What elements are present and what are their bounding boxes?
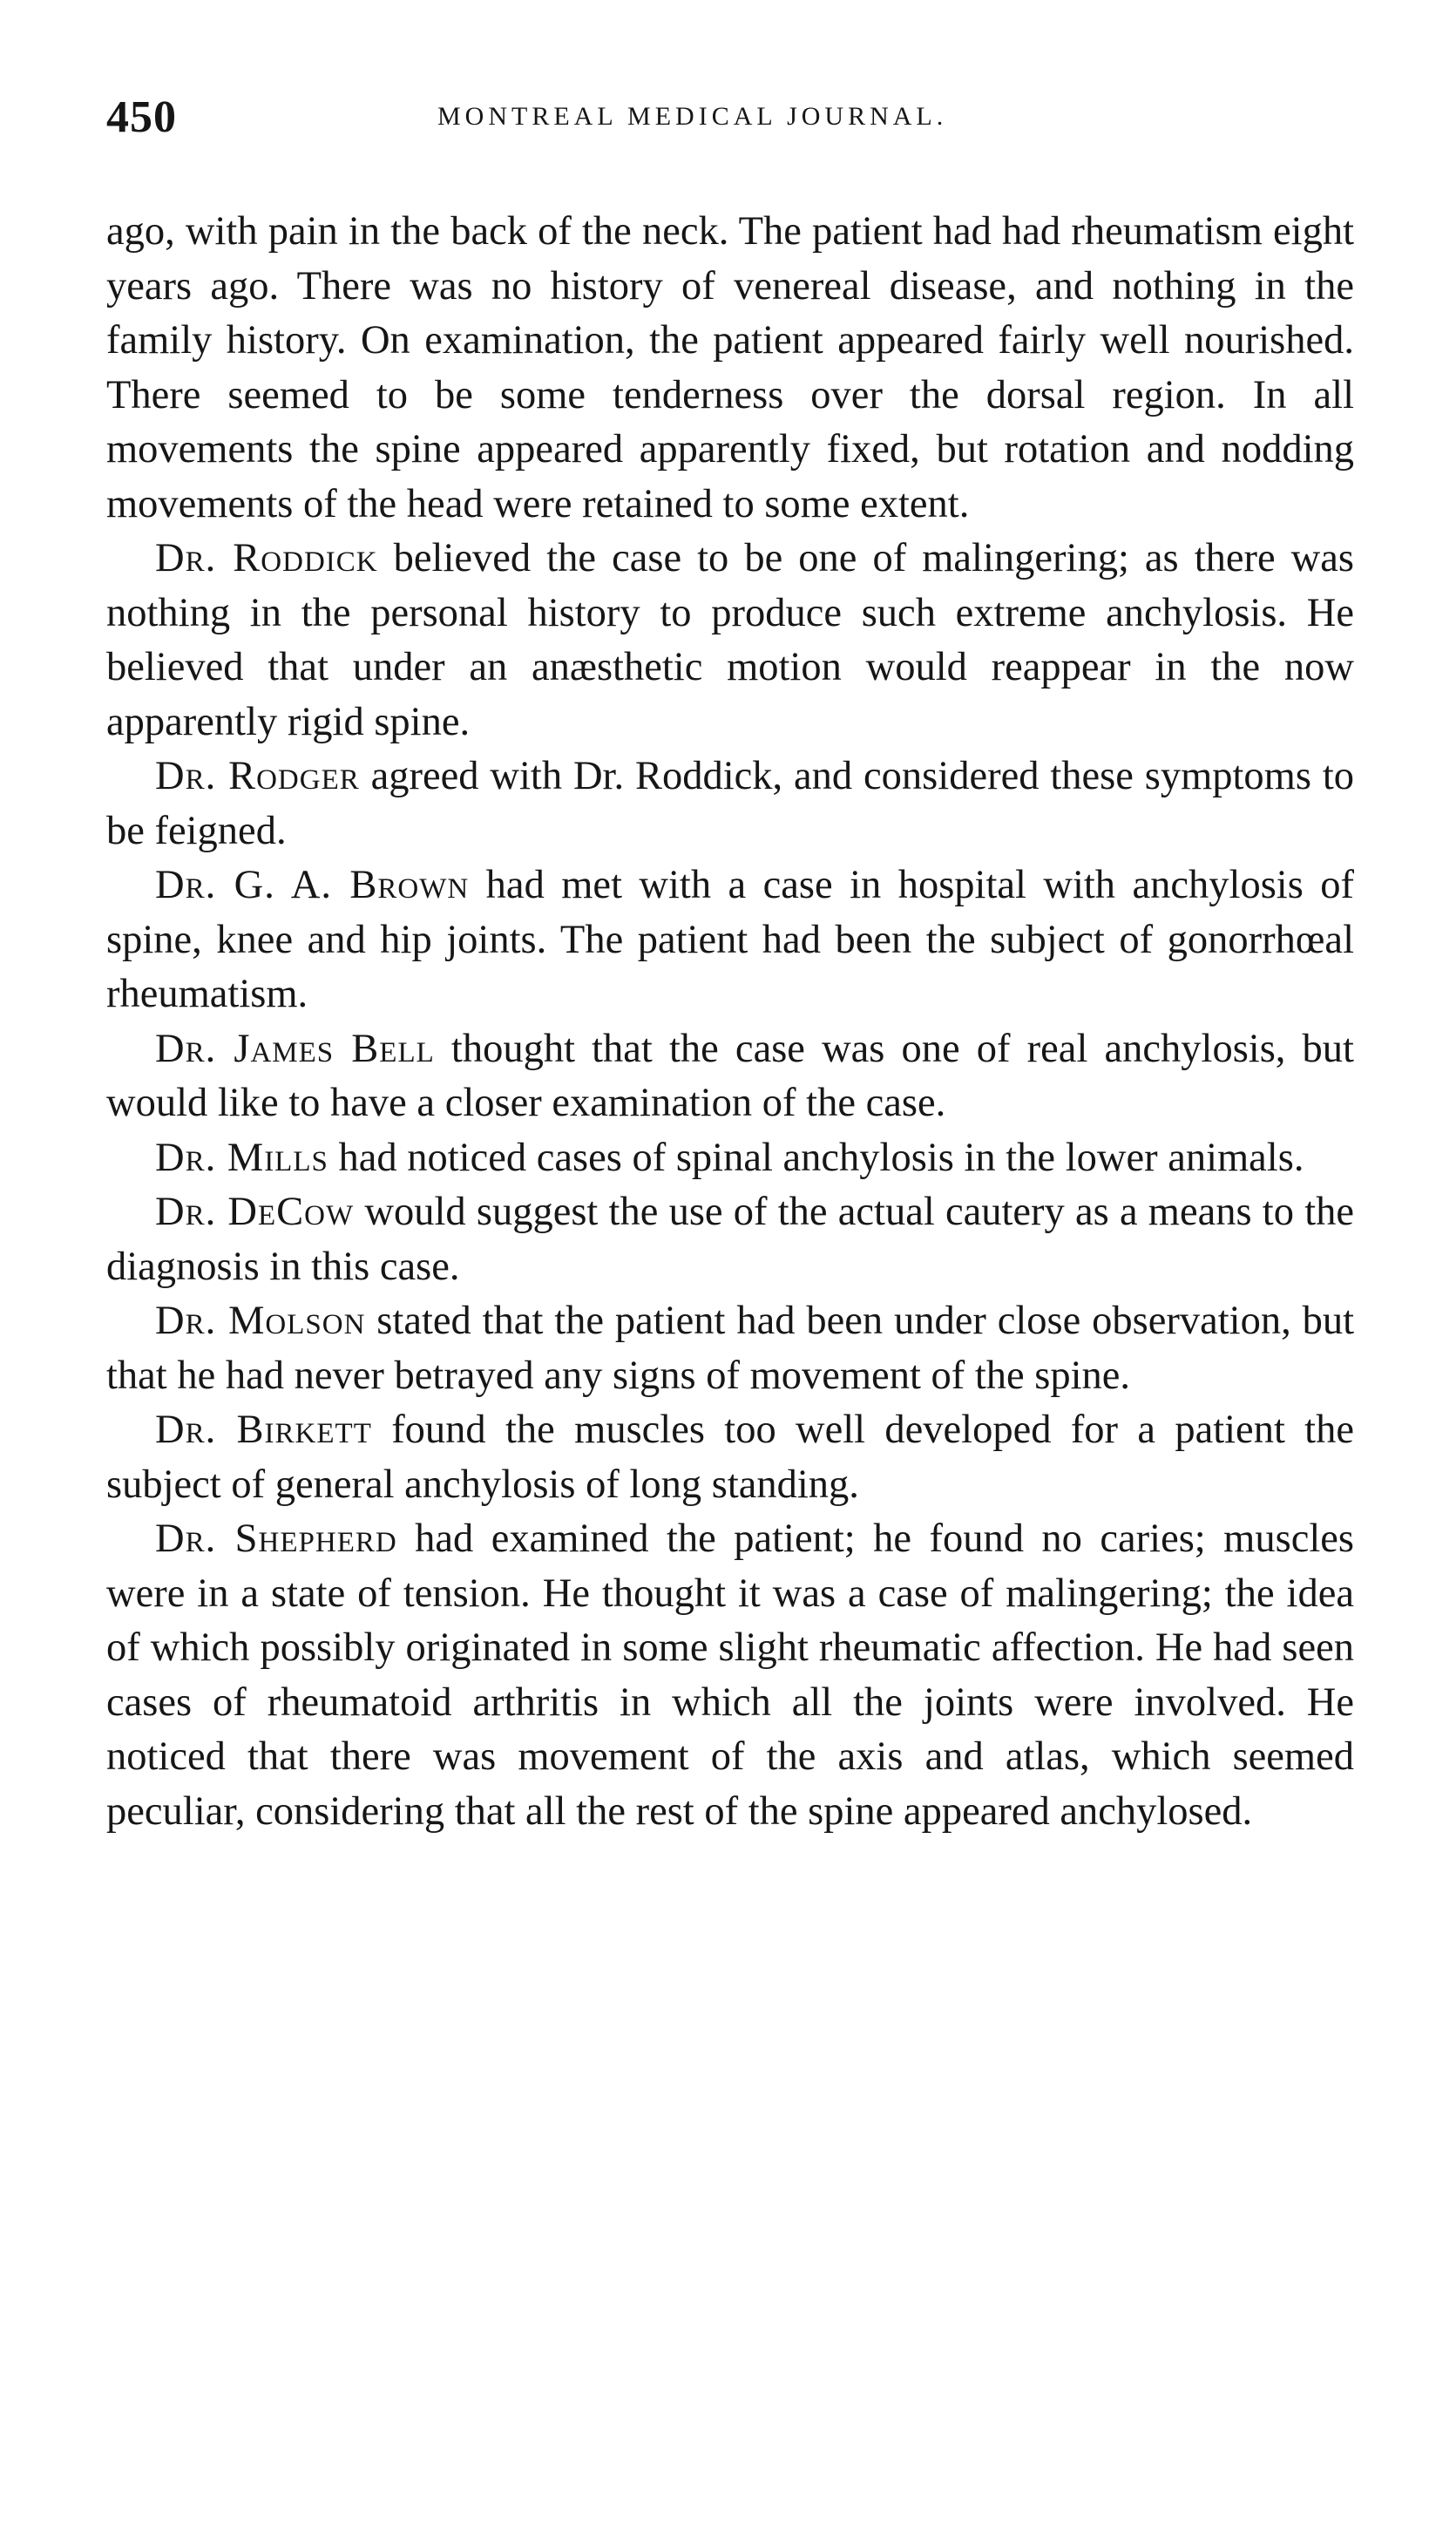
speaker-name: Dr. Mills [155,1135,328,1180]
speaker-name: Dr. DeCow [155,1190,355,1234]
paragraph-text: had noticed cases of spinal anchylosis in the lower animals. [328,1135,1304,1180]
speaker-name: Dr. G. A. Brown [155,863,470,907]
paragraph-text: stated that the patient had been under close observation, but that he had never betrayed any signs of movement of the spine. [106,1299,1354,1398]
paragraph-text: would suggest the use of the actual cautery as a means to the diagnosis in this case. [106,1190,1354,1289]
speaker-name: Dr. Rodger [155,754,360,798]
speaker-name: Dr. Shepherd [155,1516,397,1561]
paragraph-brown [106,858,1354,1022]
running-head [106,92,1354,144]
page-number: 450 [106,92,177,142]
paragraph-bell [106,1022,1354,1131]
paragraph-roddick [106,532,1354,750]
paragraph-text: found the muscles too well developed for a patient the subject of general anchylosis of long standing. [106,1408,1354,1507]
body-text [106,205,1354,1839]
speaker-name: Dr. James Bell [155,1026,435,1071]
journal-title: MONTREAL MEDICAL JOURNAL. [437,102,948,131]
paragraph-text: had met with a case in hospital with anchylosis of spine, knee and hip joints. The patient had been the subject of gonorrhœal rheumatism. [106,863,1354,1016]
paragraph-text: had examined the patient; he found no caries; muscles were in a state of tension. He thought it was a case of malingering; the idea of which possibly originated in some slight rheumatic affection. He had seen cases of rheumatoid arthritis in which all the joints were involved. He noticed that there was movement of the axis and atlas, which seemed peculiar, considering that all the rest of the spine appeared anchylosed. [106,1516,1354,1834]
paragraph-birkett [106,1403,1354,1512]
paragraph-text: agreed with Dr. Roddick, and considered these symptoms to be feigned. [106,754,1354,853]
paragraph-mills [106,1131,1354,1186]
speaker-name: Dr. Molson [155,1299,366,1343]
paragraph-case-description [106,205,1354,532]
journal-page [106,92,1354,1839]
paragraph-shepherd [106,1512,1354,1839]
speaker-name: Dr. Roddick [155,536,378,580]
paragraph-decow [106,1185,1354,1294]
paragraph-text: believed the case to be one of malingering; as there was nothing in the personal history to produce such extreme anchylosis. He believed that under an anæsthetic motion would reappear in the now apparently rigid spine. [106,536,1354,744]
paragraph-text: ago, with pain in the back of the neck. The patient had had rheumatism eight years ago. There was no history of venereal disease, and nothing in the family history. On examination, the patient appeared fairly well nourished. There seemed to be some tenderness over the dorsal region. In all movements the spine appeared apparently fixed, but rotation and nodding movements of the head were retained to some extent. [106,209,1354,526]
speaker-name: Dr. Birkett [155,1408,372,1452]
paragraph-text: thought that the case was one of real anchylosis, but would like to have a closer examination of the case. [106,1026,1354,1125]
paragraph-rodger [106,750,1354,858]
paragraph-molson [106,1294,1354,1403]
